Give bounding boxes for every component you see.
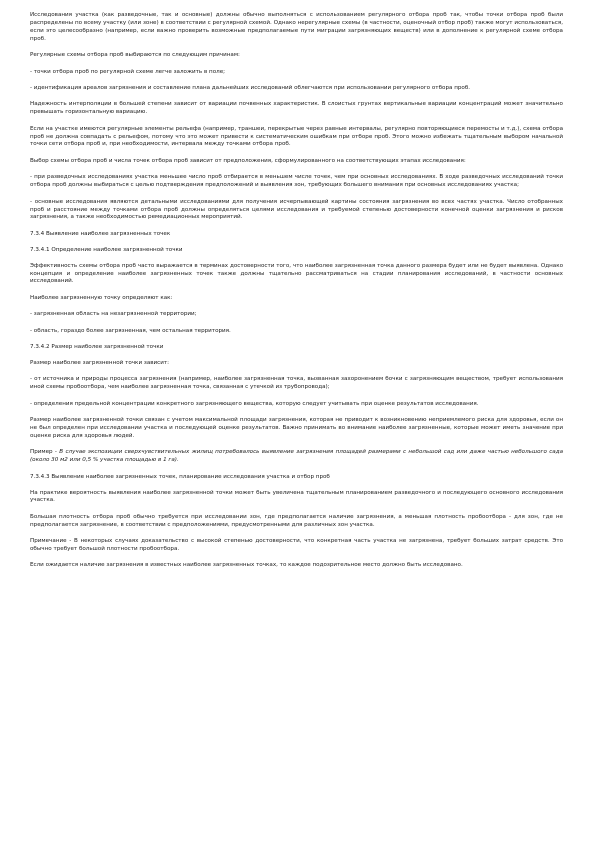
list-item: - идентификация ареалов загрязнения и составление плана дальнейших исследований облегчаются при использовании регулярного отбора проб.	[30, 84, 471, 91]
subsection-heading: 7.3.4.2 Размер наиболее загрязненной точки	[30, 344, 164, 351]
list-item: - точки отбора проб по регулярной схеме легче заложить в поле;	[30, 68, 226, 75]
paragraph: Если ожидается наличие загрязнения в известных наиболее загрязненных точках, то каждое подозрительное место должно быть исследовано.	[30, 562, 463, 569]
list-item: - при разведочных исследованиях участка меньшее число проб отбирается в меньшем числе точек, чем при основных исследованиях. В ходе разведочных исследований точки отбора проб должны выбираться с целью подтверждения предположений и выявления зон, требующих большего внимания при основных исследованиях участка;	[30, 174, 563, 189]
paragraph: На практике вероятность выявления наиболее загрязненной точки может быть увеличена тщательным планированием разведочного и последующего основного исследования участка.	[30, 489, 563, 504]
subsection-heading: 7.3.4.3 Выявление наиболее загрязненных точек, планирование исследования участка и отбор проб	[30, 473, 330, 480]
subsection-heading: 7.3.4.1 Определение наиболее загрязненной точки	[30, 246, 183, 253]
paragraph: Надежность интерполяции в большей степени зависит от вариации почвенных характеристик. В слоистых грунтах вертикальные вариации концентраций может значительно превышать горизонтальную вариацию.	[30, 101, 563, 116]
example-paragraph	[30, 449, 563, 465]
paragraph: Размер наиболее загрязненной точки зависит:	[30, 359, 170, 366]
list-item: - загрязненная область на незагрязненной территории;	[30, 311, 197, 318]
list-item: - определения предельной концентрации конкретного загрязняющего вещества, которую следует учитывать при оценке результатов исследования.	[30, 400, 479, 407]
section-heading: 7.3.4 Выявление наиболее загрязненных точек	[30, 230, 171, 237]
example-lead: Пример -	[30, 449, 60, 456]
paragraph: Регулярные схемы отбора проб выбираются по следующим причинам:	[30, 52, 240, 59]
note-paragraph: Примечание - В некоторых случаях доказательство с высокой степенью достоверности, что конкретная часть участка не загрязнена, требует больших затрат средств. Это обычно требует большой плотности пробоотбора.	[30, 538, 563, 553]
list-item: - основные исследования являются детальными исследованиями для получения исчерпывающей картины состояния загрязнения во всех частях участка. Число отобранных проб и расстояние между точками отбора проб должны определяться целями исследования и требуемой степенью достоверности конечной оценки загрязнения и рисков загрязнения, а также необходимостью ремедиационных мероприятий.	[30, 198, 563, 221]
paragraph: Большая плотность отбора проб обычно требуется при исследовании зон, где предполагается наличие загрязнения, а меньшая плотность пробоотбора - для зон, где не предполагается загрязнение, в соответствии с предположениями, предусмотренными для различных зон участка.	[30, 513, 563, 528]
paragraph: Выбор схемы отбора проб и числа точек отбора проб зависит от предположения, сформулированного на соответствующих этапах исследования:	[30, 157, 466, 164]
paragraph: Размер наиболее загрязненной точки связан с учетом максимальной площади загрязнения, которая не приводит к возникновению неприемлемого риска для здоровья, если он не был определен при исследовании участка и последующей оценке результатов. Важно принимать во внимание наиболее загрязненные, которые может иметь значение при оценке риска для здоровья людей.	[30, 417, 563, 439]
paragraph: Если на участке имеются регулярные элементы рельефа (например, траншеи, перекрытые через равные интервалы, регулярно повторяющиеся перемосты и т.д.), схема отбора проб не должна совпадать с рельефом, потому что это может привести к систематическим ошибкам при отборе проб. Этого можно избежать тщательным выбором начальной точки сети отбора проб и, при необходимости, интервала между точками отбора проб.	[30, 125, 563, 148]
list-item: - от источника и природы процесса загрязнения (например, наиболее загрязненная точка, вызванная захоронением бочки с загрязняющим веществом, требует использования иной схемы пробоотбора, чем наиболее загрязненная точка, связанная с утечкой из трубопровода);	[30, 376, 563, 391]
paragraph: Наиболее загрязненную точку определяют как:	[30, 294, 173, 301]
paragraph: Исследования участка (как разведочные, так и основные) должны обычно выполняться с использованием регулярного отбора проб так, чтобы точки отбора проб были распределены по всему участку (или зоне) в соответствии с регулярной схемой. Однако нерегулярные схемы (в частности, оценочный отбор проб) также могут использоваться, если это целесообразно (например, если важно проверить возможные предполагаемые пути миграции загрязняющих веществ) или в дополнение к регулярной схеме отбора проб.	[30, 12, 563, 42]
example-text: В случае экспозиции сверхчувствительных жилищ потребовалось выявление загрязнения площадей размерами с небольшой сад или даже частью небольшого сада (около 30 м2 или 0,5 % участка площадью в 1 га).	[30, 449, 564, 464]
paragraph: Эффективность схемы отбора проб часто выражается в терминах достоверности того, что наиболее загрязненная точка данного размера будет или не будет выявлена. Однако концепция и определение наиболее загрязненных точек также должны тщательно рассматриваться на стадии планирования исследований, в частности основных исследований.	[30, 262, 563, 285]
list-item: - область, гораздо более загрязненная, чем остальная территория.	[30, 327, 231, 334]
